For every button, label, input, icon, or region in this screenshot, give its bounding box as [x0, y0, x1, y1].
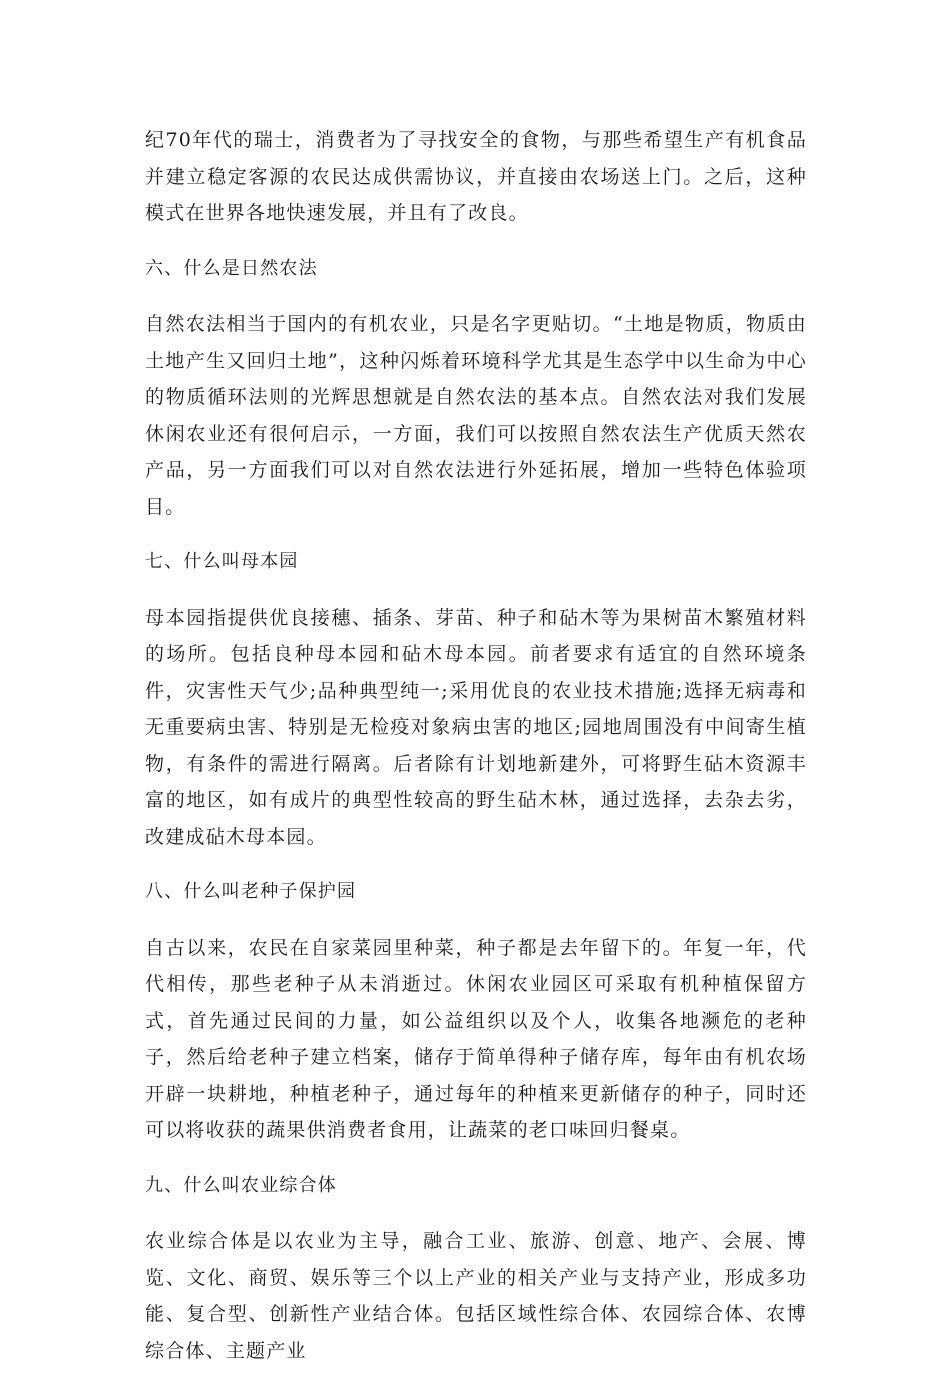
heading-mother-orchard: 七、什么叫母本园 — [145, 551, 299, 572]
paragraph-heirloom-seed-garden: 自古以来，农民在自家菜园里种菜，种子都是去年留下的。年复一年，代代相传，那些老种子从未消逝过。休闲农业园区可采取有机种植保留方式，首先通过民间的力量，如公益组织以及个人，收集各地濒危的老种子，然后给老种子建立档案，储存于简单得种子储存库，每年由有机农场开辟一块耕地，种植老种子，通过每年的种植来更新储存的种子，同时还可以将收获的蔬果供消费者食用，让蔬菜的老口味回归餐桌。 — [145, 936, 807, 1141]
heading-natural-farming: 六、什么是日然农法 — [145, 257, 318, 279]
document-body — [145, 122, 807, 1388]
heading-heirloom-seed-garden: 八、什么叫老种子保护园 — [145, 881, 357, 902]
paragraph-csa-origin: 纪70年代的瑞士，消费者为了寻找安全的食物，与那些希望生产有机食品并建立稳定客源的农民达成供需协议，并直接由农场送上门。之后，这种模式在世界各地快速发展，并且有了改良。 — [145, 129, 807, 224]
paragraph-agricultural-complex: 农业综合体是以农业为主导，融合工业、旅游、创意、地产、会展、博览、文化、商贸、娱乐等三个以上产业的相关产业与支持产业，形成多功能、复合型、创新性产业结合体。包括区域性综合体、农园综合体、农博综合体、主题产业 — [145, 1230, 807, 1362]
paragraph-mother-orchard: 母本园指提供优良接穗、插条、芽苗、种子和砧木等为果树苗木繁殖材料的场所。包括良种母本园和砧木母本园。前者要求有适宜的自然环境条件，灾害性天气少;品种典型纯一;采用优良的农业技术措施;选择无病毒和无重要病虫害、特别是无检疫对象病虫害的地区;园地周围没有中间寄生植物，有条件的需进行隔离。后者除有计划地新建外，可将野生砧木资源丰富的地区，如有成片的典型性较高的野生砧木林，通过选择，去杂去劣，改建成砧木母本园。 — [145, 606, 807, 848]
heading-agricultural-complex: 九、什么叫农业综合体 — [145, 1174, 337, 1196]
paragraph-natural-farming: 自然农法相当于国内的有机农业，只是名字更贴切。“土地是物质，物质由土地产生又回归土地”，这种闪烁着环境科学尤其是生态学中以生命为中心的物质循环法则的光辉思想就是自然农法的基本点。自然农法对我们发展休闲农业还有很何启示，一方面，我们可以按照自然农法生产优质天然农产品，另一方面我们可以对自然农法进行外延拓展，增加一些特色体验项目。 — [145, 313, 807, 518]
